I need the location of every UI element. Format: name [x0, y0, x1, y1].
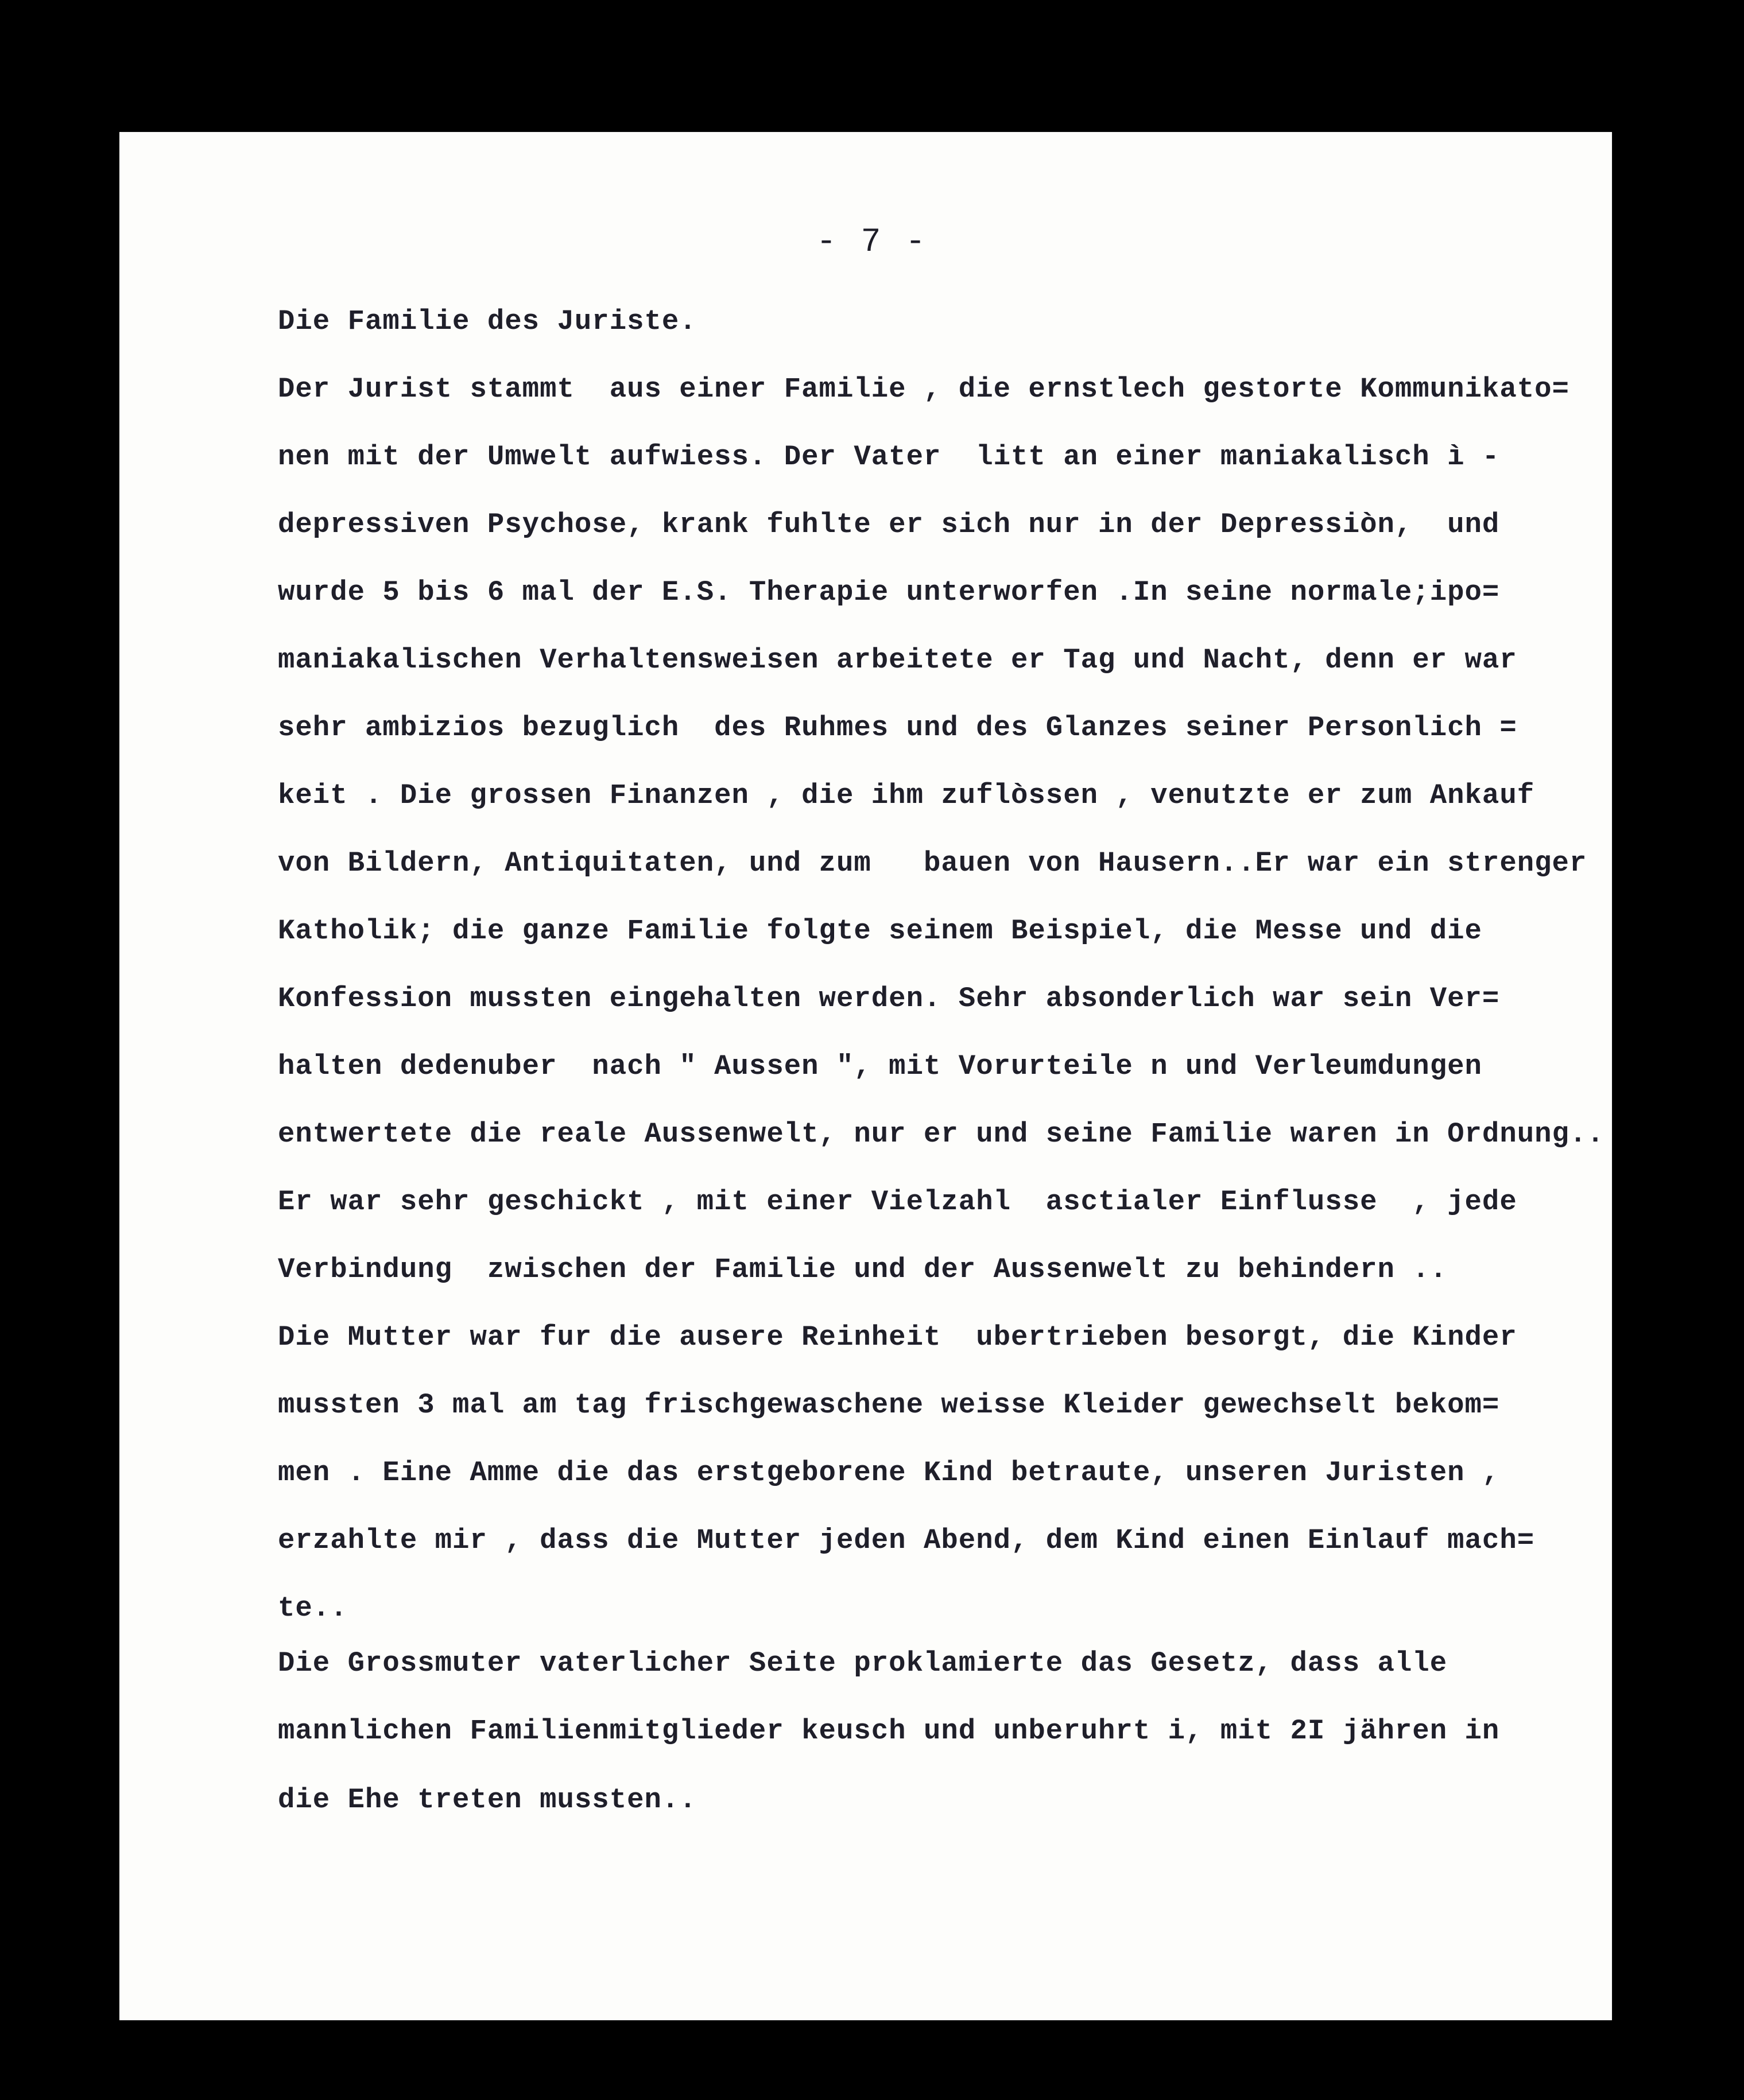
text-line-4: depressiven Psychose, krank fuhlte er sich nur in der Depressiòn, und [278, 508, 1500, 541]
text-line-1: Die Familie des Juriste. [278, 305, 697, 337]
text-line-7: sehr ambizios bezuglich des Ruhmes und des Glanzes seiner Personlich = [278, 712, 1517, 744]
page-number: - 7 - [816, 224, 928, 261]
text-line-14: Er war sehr geschickt , mit einer Vielzahl asctialer Einflusse , jede [278, 1186, 1517, 1218]
text-line-5: wurde 5 bis 6 mal der E.S. Therapie unterworfen .In seine normale;ipo= [278, 576, 1500, 608]
text-line-3: nen mit der Umwelt aufwiess. Der Vater litt an einer maniakalisch ì - [278, 441, 1500, 473]
text-line-13: entwertete die reale Aussenwelt, nur er und seine Familie waren in Ordnung.. [278, 1118, 1605, 1150]
text-line-6: maniakalischen Verhaltensweisen arbeitete er Tag und Nacht, denn er war [278, 644, 1517, 676]
text-line-23: die Ehe treten mussten.. [278, 1784, 697, 1816]
text-line-16: Die Mutter war fur die ausere Reinheit ubertrieben besorgt, die Kinder [278, 1321, 1517, 1353]
text-line-21: Die Grossmuter vaterlicher Seite proklamierte das Gesetz, dass alle [278, 1647, 1448, 1679]
text-line-2: Der Jurist stammt aus einer Familie , die ernstlech gestorte Kommunikato= [278, 373, 1569, 405]
text-line-20: te.. [278, 1592, 348, 1624]
text-line-15: Verbindung zwischen der Familie und der Aussenwelt zu behindern .. [278, 1253, 1448, 1286]
text-line-11: Konfession mussten eingehalten werden. Sehr absonderlich war sein Ver= [278, 983, 1500, 1015]
text-line-17: mussten 3 mal am tag frischgewaschene weisse Kleider gewechselt bekom= [278, 1389, 1500, 1421]
text-line-18: men . Eine Amme die das erstgeborene Kind betraute, unseren Juristen , [278, 1457, 1500, 1489]
text-line-9: von Bildern, Antiquitaten, und zum bauen von Hausern..Er war ein strenger [278, 847, 1587, 879]
text-line-8: keit . Die grossen Finanzen , die ihm zuflòssen , venutzte er zum Ankauf [278, 779, 1535, 812]
text-line-10: Katholik; die ganze Familie folgte seinem Beispiel, die Messe und die [278, 915, 1482, 947]
text-line-22: mannlichen Familienmitglieder keusch und unberuhrt i, mit 2I jähren in [278, 1715, 1500, 1747]
text-line-19: erzahlte mir , dass die Mutter jeden Abend, dem Kind einen Einlauf mach= [278, 1524, 1535, 1556]
text-line-12: halten dedenuber nach " Aussen ", mit Vorurteile n und Verleumdungen [278, 1050, 1482, 1082]
